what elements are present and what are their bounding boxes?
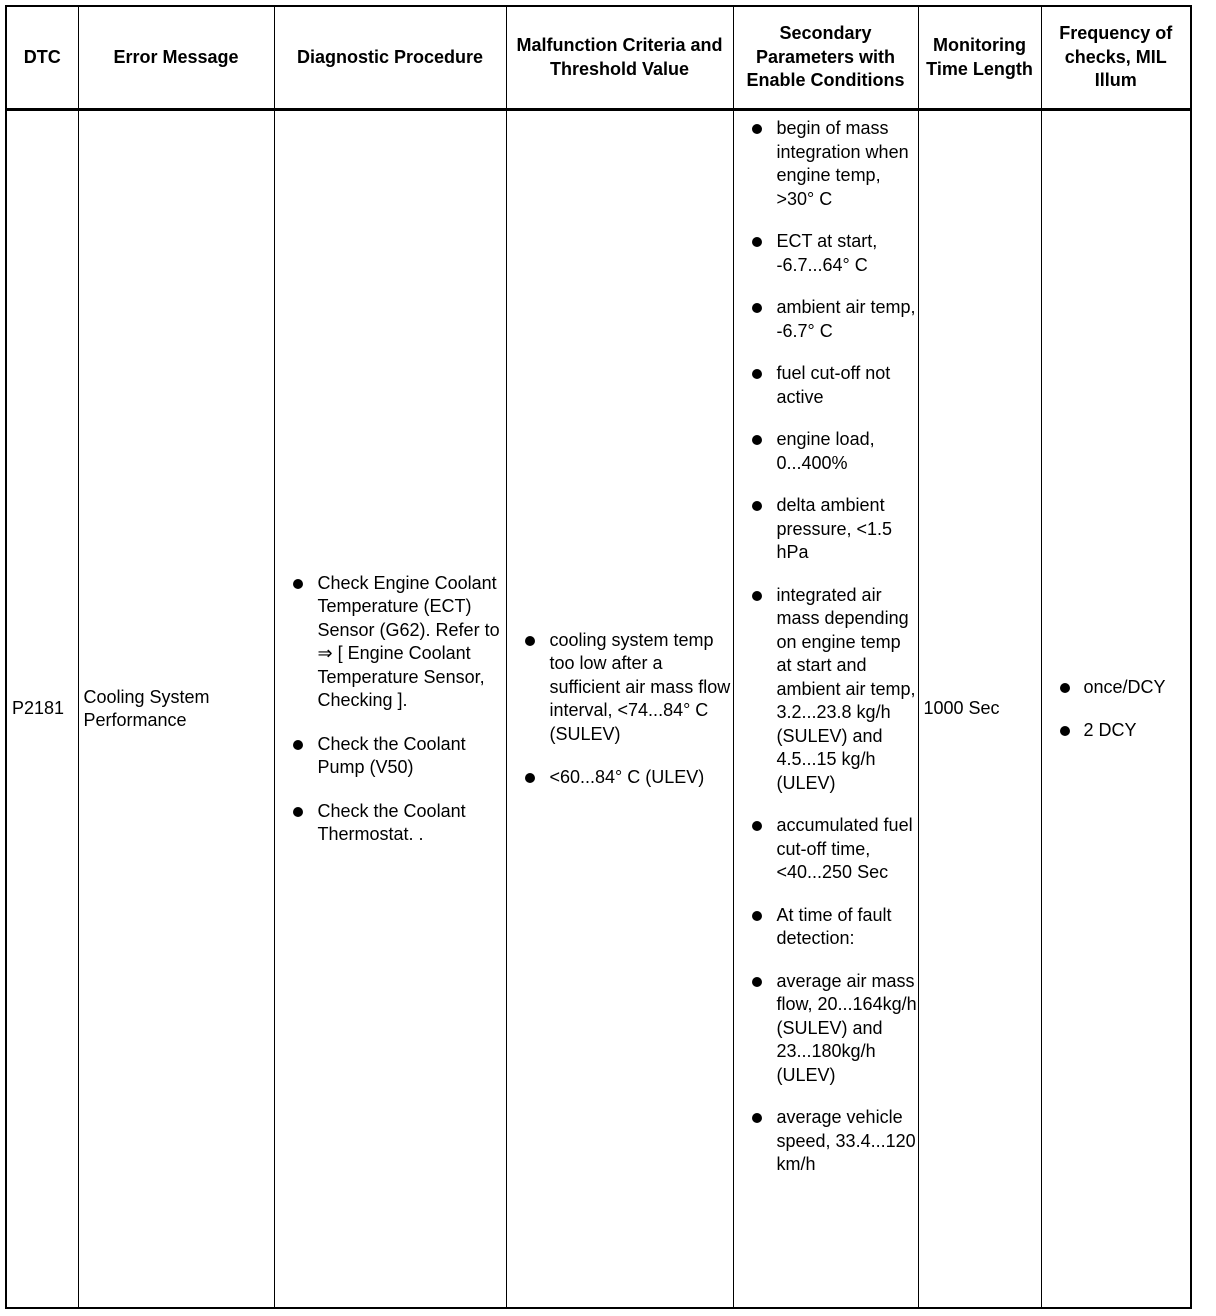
list-item: once/DCY xyxy=(1042,676,1191,700)
list-item: begin of mass integration when engine temp, >30° C xyxy=(734,117,918,211)
list-item: Check the Coolant Thermostat. . xyxy=(275,800,506,847)
header-diagnostic-procedure: Diagnostic Procedure xyxy=(274,6,506,110)
frequency-cell xyxy=(1041,110,1191,1309)
list-item: 2 DCY xyxy=(1042,719,1191,743)
list-item: engine load, 0...400% xyxy=(734,428,918,475)
header-dtc: DTC xyxy=(6,6,78,110)
list-item: integrated air mass depending on engine temp at start and ambient air temp, 3.2...23.8 kg/h (SULEV) and 4.5...15 kg/h (ULEV) xyxy=(734,584,918,796)
dtc-table xyxy=(5,5,1192,1309)
monitoring-time: 1000 Sec xyxy=(918,110,1041,1309)
header-malfunction-criteria: Malfunction Criteria and Threshold Value xyxy=(506,6,733,110)
diagnostic-procedure-list xyxy=(275,572,506,847)
list-item: delta ambient pressure, <1.5 hPa xyxy=(734,494,918,565)
list-item: <60...84° C (ULEV) xyxy=(507,766,733,790)
list-item: ECT at start, -6.7...64° C xyxy=(734,230,918,277)
error-message: Cooling System Performance xyxy=(78,110,274,1309)
header-frequency: Frequency of checks, MIL Illum xyxy=(1041,6,1191,110)
list-item: average air mass flow, 20...164kg/h (SULEV) and 23...180kg/h (ULEV) xyxy=(734,970,918,1088)
list-item: fuel cut-off not active xyxy=(734,362,918,409)
list-item: accumulated fuel cut-off time, <40...250 Sec xyxy=(734,814,918,885)
malfunction-criteria-list xyxy=(507,629,733,790)
header-row xyxy=(6,6,1191,110)
list-item: ambient air temp, -6.7° C xyxy=(734,296,918,343)
secondary-parameters-list xyxy=(734,117,918,1177)
frequency-list xyxy=(1042,676,1191,743)
list-item: Check the Coolant Pump (V50) xyxy=(275,733,506,780)
diagnostic-procedure-cell xyxy=(274,110,506,1309)
list-item: cooling system temp too low after a sufficient air mass flow interval, <74...84° C (SULEV) xyxy=(507,629,733,747)
list-item: At time of fault detection: xyxy=(734,904,918,951)
malfunction-criteria-cell xyxy=(506,110,733,1309)
header-secondary-parameters: Secondary Parameters with Enable Conditions xyxy=(733,6,918,110)
secondary-parameters-cell xyxy=(733,110,918,1309)
header-error-message: Error Message xyxy=(78,6,274,110)
header-monitoring-time: Monitoring Time Length xyxy=(918,6,1041,110)
table-row xyxy=(6,110,1191,1309)
list-item: Check Engine Coolant Temperature (ECT) Sensor (G62). Refer to ⇒ [ Engine Coolant Temperature Sensor, Checking ]. xyxy=(275,572,506,713)
dtc-code: P2181 xyxy=(6,110,78,1309)
list-item: average vehicle speed, 33.4...120 km/h xyxy=(734,1106,918,1177)
